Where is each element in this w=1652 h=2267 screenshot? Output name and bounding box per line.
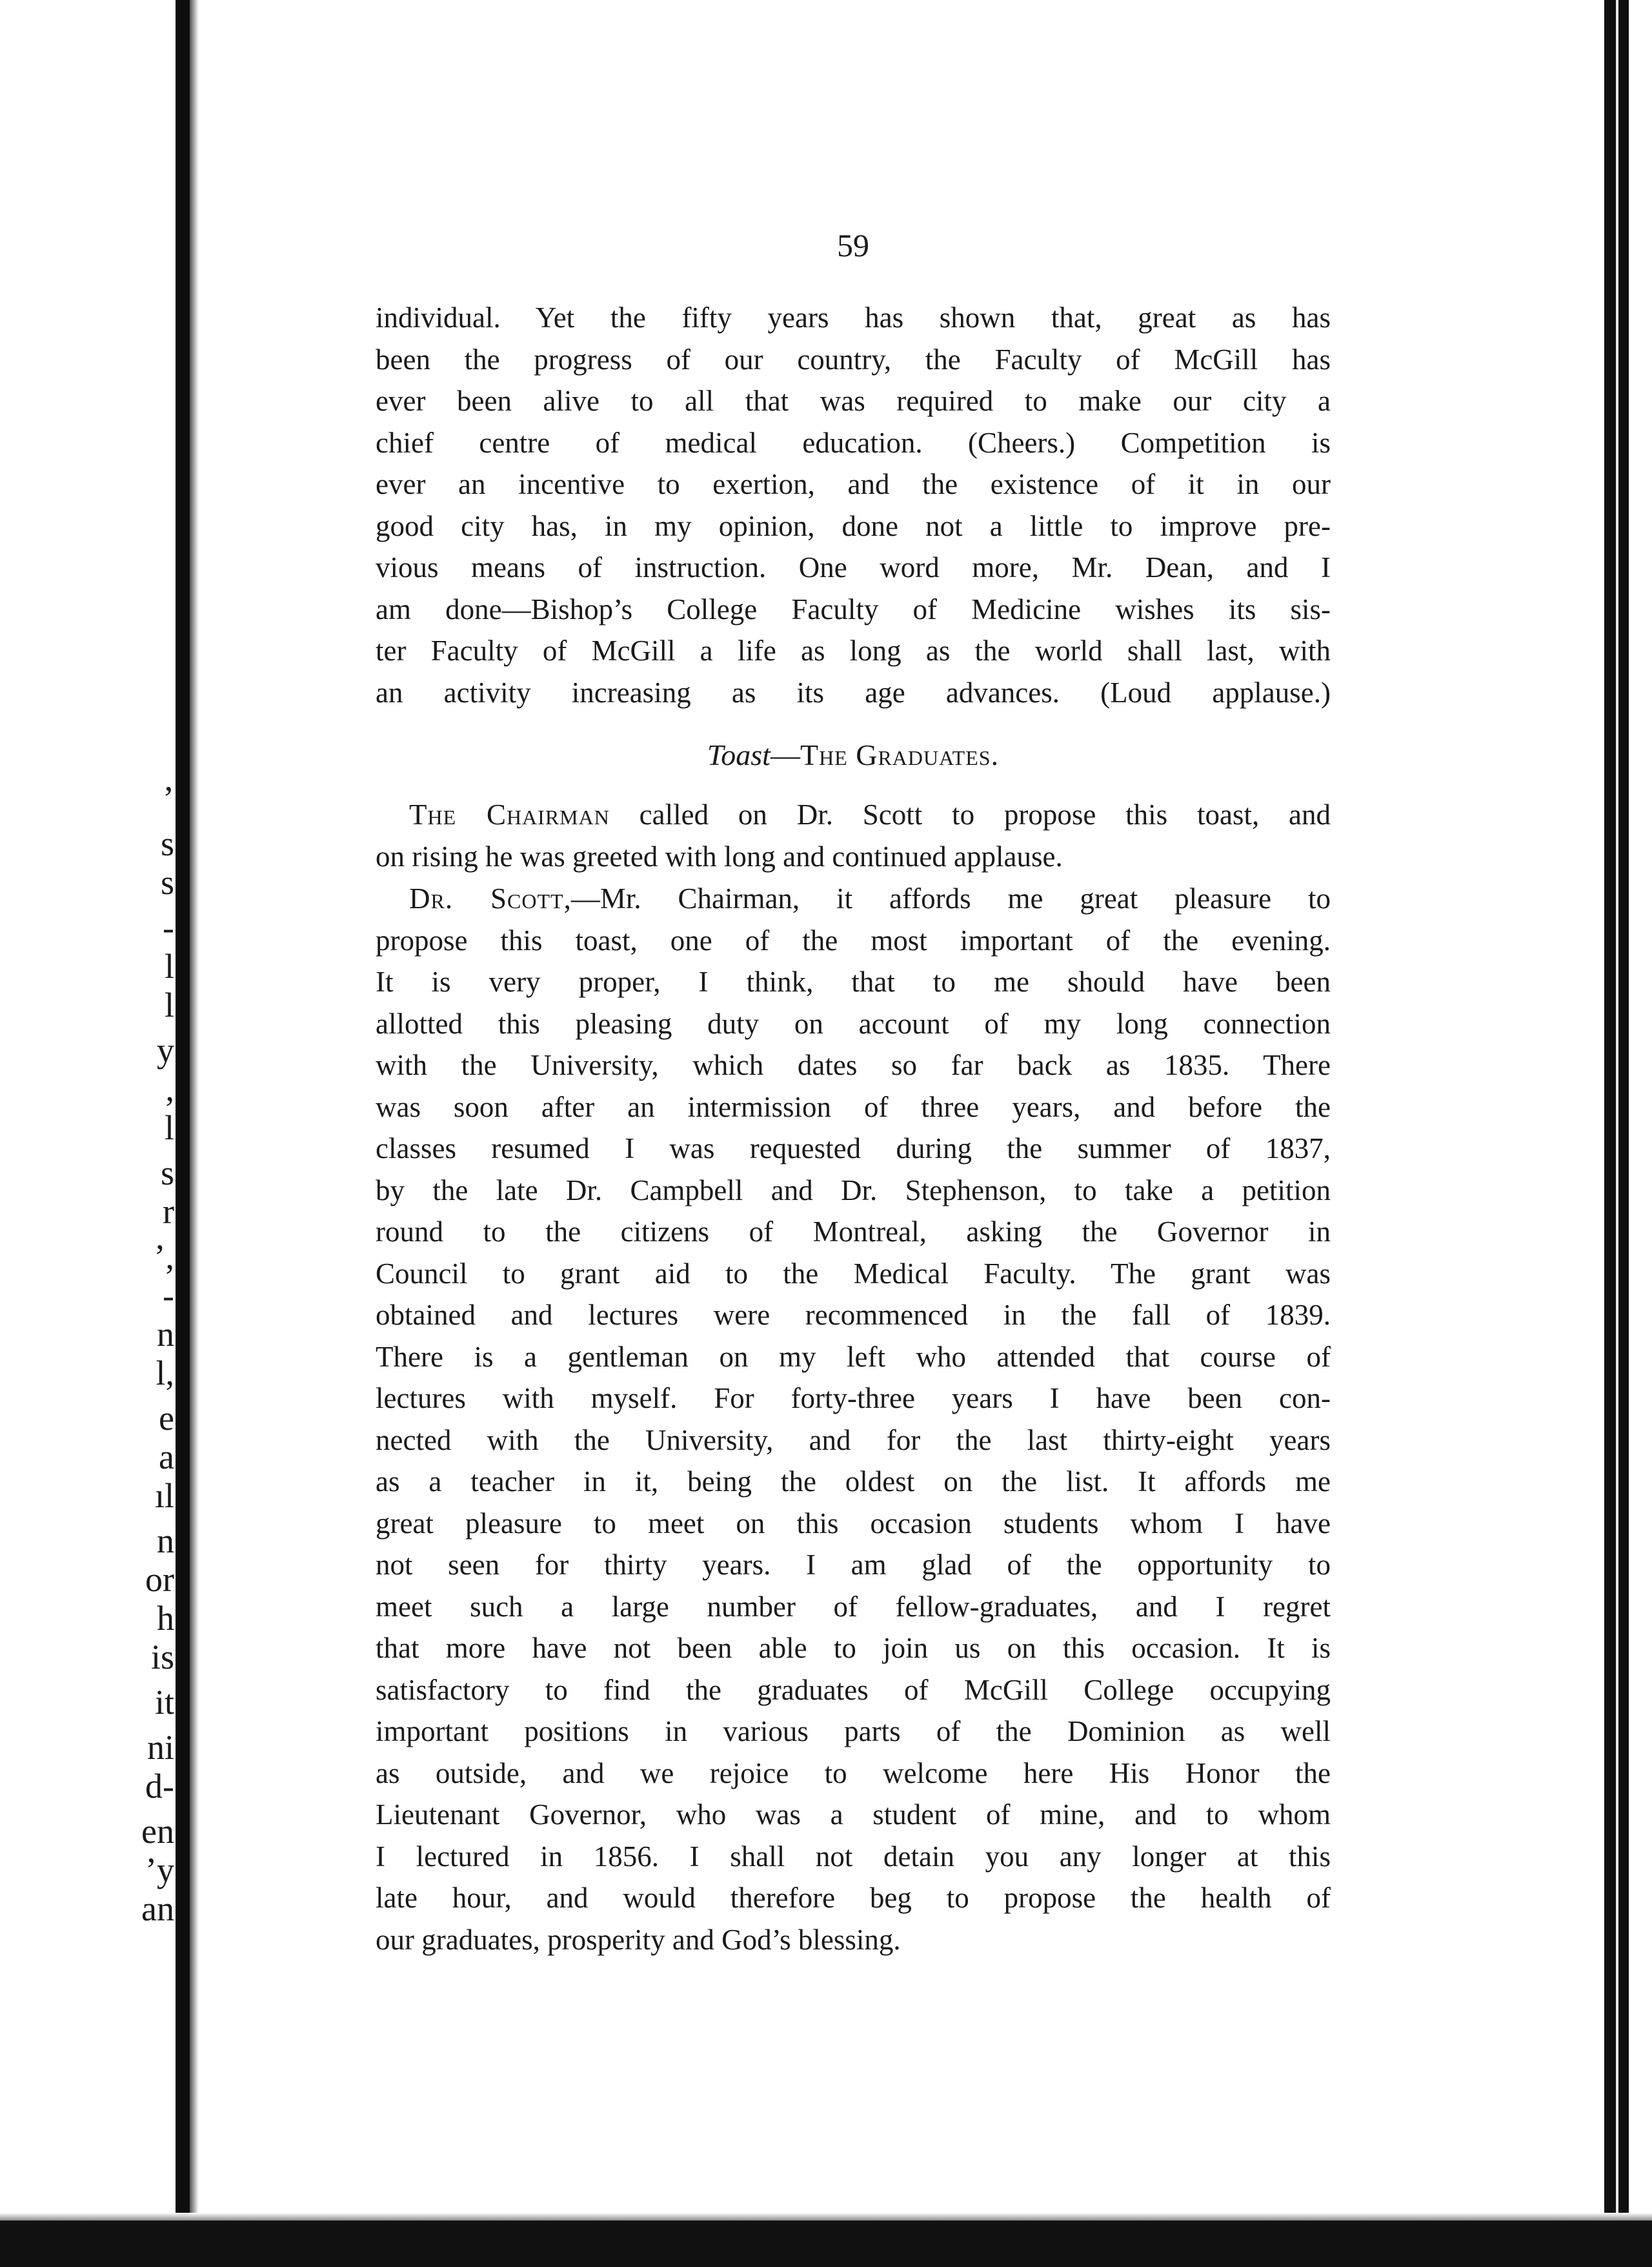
text-line: lectures with myself. For forty-three years I have been con- [376, 1382, 1331, 1414]
right-scan-border-highlight [1616, 0, 1618, 2267]
text-line: as a teacher in it, being the oldest on the list. It affords me [376, 1465, 1331, 1498]
left-fragment: en [141, 1812, 174, 1851]
left-fragment: l [164, 986, 174, 1024]
text-line: on rising he was greeted with long and continued applause. [376, 840, 1063, 873]
page-number: 59 [837, 227, 869, 263]
left-fragment: ’y [145, 1851, 174, 1889]
left-fragment: n [157, 1315, 174, 1354]
text-line: propose this toast, one of the most important of the evening. [376, 924, 1331, 957]
toast-label: Toast [707, 738, 771, 771]
document-page [376, 226, 1331, 1969]
text-line: ever an incentive to exertion, and the existence of it in our [376, 468, 1331, 500]
text-line: individual. Yet the fifty years has shown that, great as has [376, 301, 1331, 334]
left-fragment: - [163, 1276, 174, 1315]
text-line: vious means of instruction. One word more, Mr. Dean, and I [376, 551, 1331, 584]
text-line: not seen for thirty years. I am glad of the opportunity to [376, 1549, 1331, 1581]
left-fragment: a [159, 1438, 174, 1476]
left-fragment: h [157, 1599, 174, 1638]
left-fragment: it [154, 1683, 174, 1722]
left-fragment: ’ [163, 779, 174, 818]
left-fragment: an [141, 1889, 174, 1928]
left-fragment: or [145, 1560, 174, 1599]
paragraph-chairman [376, 794, 1331, 877]
left-fragment: y [157, 1031, 174, 1070]
text-line: our graduates, prosperity and God’s blessing. [376, 1923, 901, 1956]
text-line: am done—Bishop’s College Faculty of Medicine wishes its sis- [376, 593, 1331, 625]
text-line: I lectured in 1856. I shall not detain you any longer at this [376, 1840, 1331, 1873]
left-page-text-fragments [0, 0, 181, 2267]
text-line: chief centre of medical education. (Cheers.) Competition is [376, 426, 1331, 459]
left-fragment: s [160, 1154, 174, 1192]
text-line: great pleasure to meet on this occasion students whom I have [376, 1507, 1331, 1540]
text-line: ever been alive to all that was required to make our city a [376, 385, 1331, 417]
text-line: been the progress of our country, the Faculty of McGill has [376, 343, 1331, 376]
left-fragment: - [163, 908, 174, 947]
toast-heading [376, 735, 1331, 776]
text-line: There is a gentleman on my left who attended that course of [376, 1340, 1331, 1373]
left-fragment: l [164, 1108, 174, 1147]
gutter-shadow [190, 0, 199, 2267]
text-line: was soon after an intermission of three years, and before the [376, 1090, 1331, 1123]
text-line: good city has, in my opinion, done not a little to improve pre- [376, 509, 1331, 542]
left-fragment: ni [146, 1728, 174, 1767]
text-span: ,—Mr. Chairman, it affords me great pleasure to [563, 882, 1331, 915]
text-line: classes resumed I was requested during the summer of 1837, [376, 1132, 1331, 1164]
speaker-name: Dr. Scott [409, 882, 564, 915]
bottom-scan-border [0, 2221, 1652, 2267]
text-line: that more have not been able to join us on this occasion. It is [376, 1632, 1331, 1664]
left-fragment: , [165, 1070, 174, 1108]
text-line: late hour, and would therefore beg to propose the health of [376, 1882, 1331, 1914]
text-line: as outside, and we rejoice to welcome here His Honor the [376, 1756, 1331, 1789]
text-line: obtained and lectures were recommenced in the fall of 1839. [376, 1299, 1331, 1331]
text-line: Council to grant aid to the Medical Faculty. The grant was [376, 1257, 1331, 1290]
book-gutter [176, 0, 190, 2267]
left-fragment: l [164, 947, 174, 986]
left-fragment: is [150, 1638, 174, 1676]
left-fragment: s [160, 824, 174, 863]
speaker-name: The Chairman [409, 798, 610, 831]
text-line: Lieutenant Governor, who was a student of mine, and to whom [376, 1798, 1331, 1831]
left-fragment: r [163, 1192, 174, 1231]
paragraph-dr-scott [376, 878, 1331, 1960]
left-fragment: e [159, 1399, 174, 1438]
text-line: allotted this pleasing duty on account of my long connection [376, 1007, 1331, 1040]
left-fragment: d- [145, 1767, 174, 1805]
left-fragment: ’, [154, 1237, 174, 1276]
paragraph-continued [376, 297, 1331, 713]
left-fragment: n [157, 1521, 174, 1560]
left-fragment: s [160, 863, 174, 902]
text-line [376, 794, 1331, 836]
text-line: round to the citizens of Montreal, asking the Governor in [376, 1215, 1331, 1248]
toast-dash: — [770, 738, 800, 771]
text-span: called on Dr. Scott to propose this toast, and [609, 798, 1331, 831]
text-line: nected with the University, and for the last thirty-eight years [376, 1423, 1331, 1456]
text-line: It is very proper, I think, that to me should have been [376, 966, 1331, 998]
text-line: an activity increasing as its age advances. (Loud applause.) [376, 676, 1331, 709]
text-line: with the University, which dates so far back as 1835. There [376, 1049, 1331, 1081]
left-facing-page [0, 0, 184, 2267]
left-fragment: ıl [154, 1476, 174, 1515]
text-line: satisfactory to find the graduates of McGill College occupying [376, 1673, 1331, 1706]
text-line: meet such a large number of fellow-graduates, and I regret [376, 1590, 1331, 1623]
text-line [376, 878, 1331, 920]
text-line: by the late Dr. Campbell and Dr. Stephenson, to take a petition [376, 1174, 1331, 1206]
left-fragment: l, [156, 1354, 174, 1392]
text-line: ter Faculty of McGill a life as long as the world shall last, with [376, 635, 1331, 667]
text-line: important positions in various parts of the Dominion as well [376, 1715, 1331, 1747]
toast-title: The Graduates. [800, 738, 1000, 771]
